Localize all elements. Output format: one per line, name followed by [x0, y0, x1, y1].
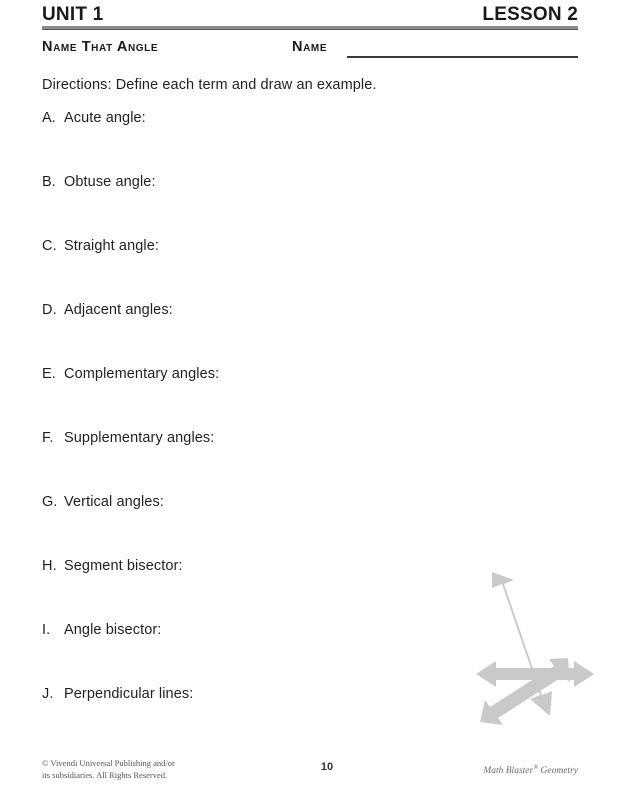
imprint-label — [483, 764, 578, 776]
list-item — [42, 622, 472, 686]
list-item — [42, 558, 472, 622]
item-text: Acute angle: — [64, 110, 146, 126]
item-letter: B. — [42, 174, 56, 190]
imprint-suffix: Geometry — [538, 766, 578, 777]
copyright-line-2: its subsidiaries. All Rights Reserved. — [42, 769, 168, 780]
item-letter: D. — [42, 302, 57, 318]
directions-text: Directions: Define each term and draw an example. — [42, 77, 377, 93]
term-list — [42, 110, 472, 750]
list-item — [42, 686, 472, 750]
unit-label: UNIT 1 — [42, 4, 104, 25]
name-field-label: Name — [292, 39, 328, 55]
item-letter: C. — [42, 238, 57, 254]
copyright-line-1: © Vivendi Universal Publishing and/or — [42, 758, 175, 768]
item-letter: H. — [42, 558, 57, 574]
item-text: Obtuse angle: — [64, 174, 156, 190]
lesson-label: LESSON 2 — [482, 4, 578, 25]
header-divider — [42, 26, 578, 30]
item-letter: A. — [42, 110, 56, 126]
list-item — [42, 366, 472, 430]
list-item — [42, 494, 472, 558]
list-item — [42, 238, 472, 302]
item-text: Adjacent angles: — [64, 302, 173, 318]
item-text: Vertical angles: — [64, 494, 164, 510]
page-title: Name That Angle — [42, 39, 159, 55]
item-letter: G. — [42, 494, 58, 510]
name-write-in-line[interactable] — [347, 56, 578, 58]
page-header — [42, 4, 578, 28]
list-item — [42, 110, 472, 174]
item-letter: I. — [42, 622, 51, 638]
crossed-double-arrows-icon — [470, 558, 610, 728]
item-letter: E. — [42, 366, 56, 382]
item-text: Complementary angles: — [64, 366, 220, 382]
item-text: Segment bisector: — [64, 558, 183, 574]
page-number: 10 — [320, 761, 334, 773]
list-item — [42, 430, 472, 494]
item-text: Straight angle: — [64, 238, 160, 254]
list-item — [42, 302, 472, 366]
list-item — [42, 174, 472, 238]
copyright-notice — [42, 758, 175, 781]
imprint-name: Math Blaster — [483, 766, 534, 777]
title-row — [42, 39, 578, 61]
page-footer — [42, 758, 578, 788]
item-letter: F. — [42, 430, 54, 446]
registered-mark-icon: ® — [533, 764, 539, 771]
item-letter: J. — [42, 686, 54, 702]
item-text: Perpendicular lines: — [64, 686, 194, 702]
item-text: Supplementary angles: — [64, 430, 215, 446]
item-text: Angle bisector: — [64, 622, 162, 638]
